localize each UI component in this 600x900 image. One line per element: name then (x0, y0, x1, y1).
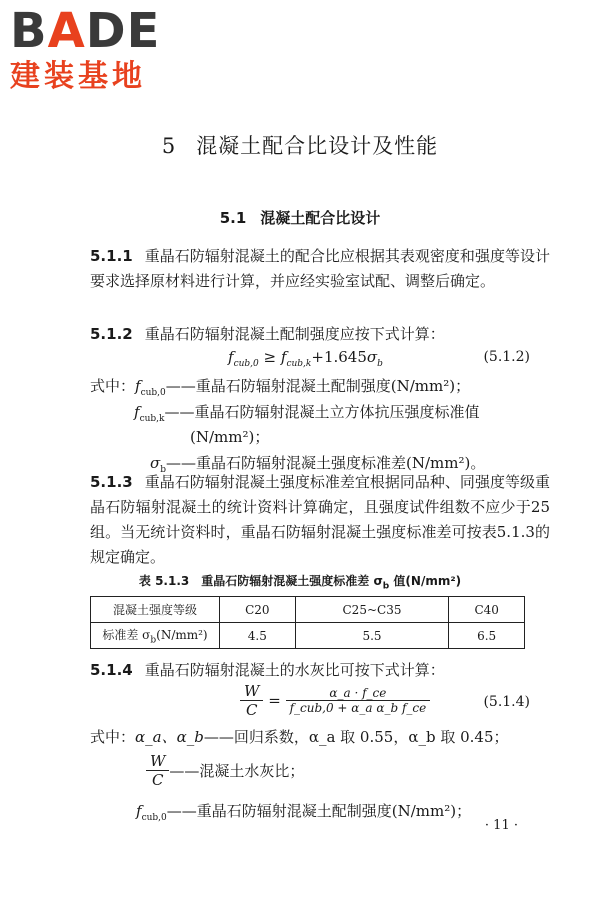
fraction-lhs: $\frac{W}{C}$ (240, 682, 263, 719)
clause-number: 5.1.4 (90, 661, 133, 679)
formula-number: (5.1.4) (483, 694, 530, 710)
definition-line: 式中：α_a、α_b——回归系数，α_a 取 0.55，α_b 取 0.45； (90, 728, 509, 746)
definition-line-continued: (N/mm²)； (190, 428, 270, 446)
logo-subtitle: 建装基地 (10, 59, 146, 94)
table-cell: 标准差 $\sigma_b(N/mm^2)$ (91, 623, 220, 649)
chapter-number: 5 (161, 134, 177, 158)
definition-line: $f_{cub,0}——$重晶石防辐射混凝土配制强度(N/mm²)； (136, 802, 472, 823)
table-cell: C20 (220, 597, 296, 623)
clause-text: 重晶石防辐射混凝土强度标准差宜根据同品种、同强度等级重晶石防辐射混凝土的统计资料计算确定，且强度试件组数不应少于25组。当无统计资料时，重晶石防辐射混凝土强度标准差可按表5.1.3的规定确定。 (90, 473, 550, 566)
formula-5-1-4: $\frac{W}{C}$ = $\frac{\alpha\_a \cdot f\_ce}{\text{f\_cub,0 + α\_a α\_b f\_ce}}$ (240, 682, 430, 719)
strength-deviation-table (90, 596, 525, 649)
chapter-heading (0, 130, 600, 160)
clause-5-1-4 (90, 658, 550, 683)
definition-line: $\frac{W}{C}$ ——混凝土水灰比； (146, 752, 304, 789)
table-row (91, 623, 525, 649)
definition-line: $\sigma_b——$重晶石防辐射混凝土强度标准差(N/mm²)。 (150, 454, 486, 475)
logo-wordmark: BADE (10, 3, 161, 59)
brand-logo (10, 3, 185, 94)
clause-text: 重晶石防辐射混凝土的配合比应根据其表观密度和强度等设计要求选择原材料进行计算，并应经实验室试配、调整后确定。 (90, 247, 550, 290)
clause-5-1-1 (90, 244, 550, 294)
clause-number: 5.1.1 (90, 247, 133, 265)
definition-line: $f_{cub,k}——$重晶石防辐射混凝土立方体抗压强度标准值 (134, 403, 480, 424)
fraction-rhs: $\frac{\alpha\_a \cdot f\_ce}{\text{f\_cub,0 + α\_a α\_b f\_ce}}$ (286, 686, 431, 715)
clause-5-1-3 (90, 470, 550, 570)
definition-line: 式中：$f_{cub,0}——$重晶石防辐射混凝土配制强度(N/mm²)； (90, 377, 471, 398)
section-number: 5.1 (219, 209, 247, 227)
clause-number: 5.1.3 (90, 473, 133, 491)
section-title: 混凝土配合比设计 (260, 209, 381, 227)
clause-text: 重晶石防辐射混凝土配制强度应按下式计算： (144, 325, 445, 343)
table-cell: 6.5 (449, 623, 525, 649)
table-cell: C40 (449, 597, 525, 623)
table-cell: 4.5 (220, 623, 296, 649)
chapter-title: 混凝土配合比设计及性能 (196, 134, 439, 158)
fraction-wc: $\frac{W}{C}$ (146, 752, 169, 789)
formula-number: (5.1.2) (483, 349, 530, 365)
section-heading (0, 207, 600, 228)
clause-5-1-2 (90, 322, 550, 347)
table-caption: 表 5.1.3 重晶石防辐射混凝土强度标准差 $\sigma_b$ 值(N/mm²) (138, 574, 462, 592)
table-cell: C25~C35 (295, 597, 449, 623)
clause-number: 5.1.2 (90, 325, 133, 343)
table-cell: 混凝土强度等级 (91, 597, 220, 623)
table-cell: 5.5 (295, 623, 449, 649)
page-number: · 11 · (484, 818, 518, 833)
clause-text: 重晶石防辐射混凝土的水灰比可按下式计算： (144, 661, 445, 679)
formula-5-1-2: $f_{cub,0} \ge f_{cub,k}+1.645\sigma_b$ (228, 348, 383, 369)
table-row (91, 597, 525, 623)
